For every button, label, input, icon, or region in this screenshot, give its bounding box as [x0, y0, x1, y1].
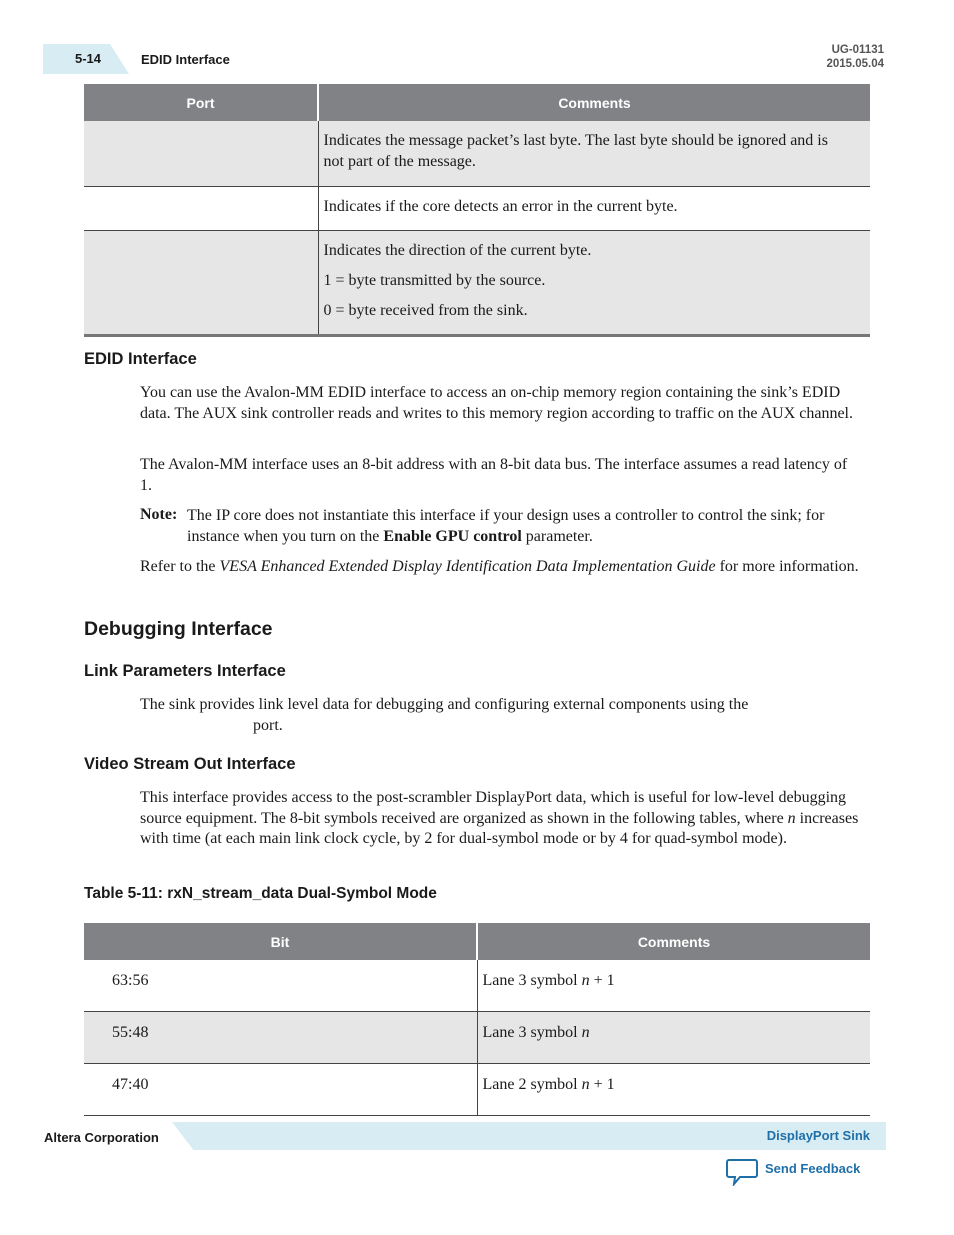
link-paragraph-line: The sink provides link level data for debugging and configuring external components using the — [140, 696, 749, 713]
document-id: UG-01131 — [831, 44, 884, 56]
table-row — [84, 1012, 870, 1064]
port-cell — [84, 231, 318, 336]
table-row — [84, 187, 870, 231]
port-table — [84, 84, 870, 337]
table-row — [84, 231, 870, 336]
lane-text: Lane 3 symbol — [482, 1024, 582, 1041]
comment-line: Indicates the message packet’s last byte. The last byte should be ignored and is not part of the message. — [323, 132, 828, 170]
link-parameters-paragraph — [140, 695, 860, 736]
note-label: Note: — [140, 506, 178, 523]
lane-text: Lane 2 symbol — [482, 1076, 582, 1093]
lane-text: Lane 3 symbol — [482, 972, 582, 989]
comment-line: 1 = byte transmitted by the source. — [323, 272, 546, 289]
running-header-title: EDID Interface — [141, 52, 230, 67]
column-header-comments: Comments — [477, 923, 870, 960]
link-parameters-heading: Link Parameters Interface — [84, 662, 286, 680]
symbol-n: n — [581, 1076, 590, 1093]
video-stream-heading: Video Stream Out Interface — [84, 755, 296, 773]
comment-cell — [318, 231, 870, 336]
send-feedback-link[interactable]: Send Feedback — [765, 1161, 861, 1176]
column-header-port: Port — [84, 84, 318, 121]
symbol-n: n — [581, 972, 590, 989]
table-row — [84, 1064, 870, 1116]
footer-company: Altera Corporation — [44, 1130, 159, 1145]
reference-text-start: Refer to the — [140, 558, 220, 575]
symbol-offset: + 1 — [589, 1076, 615, 1093]
column-header-comments: Comments — [318, 84, 870, 121]
debugging-heading: Debugging Interface — [84, 618, 273, 640]
note-text-end: parameter. — [521, 527, 593, 545]
table-row — [84, 960, 870, 1012]
bit-cell: 55:48 — [84, 1012, 477, 1064]
edid-paragraph-1: You can use the Avalon-MM EDID interface to access an on-chip memory region containing the sink’s EDID data. The AUX sink controller reads and writes to this memory region according to traffic on the AUX channel. — [140, 384, 853, 422]
page-number: 5-14 — [75, 51, 102, 66]
table-header-row — [84, 923, 870, 960]
footer-doc-title-link[interactable]: DisplayPort Sink — [766, 1128, 870, 1143]
video-stream-paragraph — [140, 788, 860, 850]
port-cell — [84, 121, 318, 187]
comment-cell — [318, 187, 870, 231]
note-parameter-name: Enable GPU control — [383, 527, 522, 545]
table-row — [84, 121, 870, 187]
column-header-bit: Bit — [84, 923, 477, 960]
document-meta — [826, 43, 884, 71]
comment-line: Indicates the direction of the current byte. — [323, 242, 592, 259]
bit-cell: 47:40 — [84, 1064, 477, 1116]
symbol-offset: + 1 — [589, 972, 615, 989]
comment-cell — [477, 960, 870, 1012]
table-header-row — [84, 84, 870, 121]
feedback-icon[interactable] — [726, 1158, 758, 1186]
port-cell — [84, 187, 318, 231]
bit-cell: 63:56 — [84, 960, 477, 1012]
bit-table — [84, 923, 870, 1116]
comment-cell — [477, 1012, 870, 1064]
edid-paragraph-2: The Avalon-MM interface uses an 8-bit address with an 8-bit data bus. The interface assumes a read latency of 1. — [140, 456, 848, 494]
note-text — [187, 506, 857, 547]
reference-document-title: VESA Enhanced Extended Display Identification Data Implementation Guide — [219, 558, 716, 575]
comment-line: 0 = byte received from the sink. — [323, 302, 528, 319]
video-text-end: increases with time (at each main link clock cycle, by 2 for dual-symbol mode or by 4 for quad-symbol mode). — [140, 809, 859, 847]
symbol-n: n — [581, 1024, 590, 1041]
document-date: 2015.05.04 — [826, 58, 884, 70]
comment-line: Indicates if the core detects an error in the current byte. — [323, 198, 678, 215]
edid-heading: EDID Interface — [84, 350, 197, 368]
note-text-start: The IP core does not instantiate this interface if your design uses a controller to control the sink; for instance when you turn on the — [187, 507, 825, 545]
comment-cell — [477, 1064, 870, 1116]
video-italic-n: n — [787, 809, 796, 827]
comment-cell — [318, 121, 870, 187]
link-paragraph-line: port. — [253, 716, 283, 734]
video-text-start: This interface provides access to the post-scrambler DisplayPort data, which is useful for low-level debugging source equipment. The 8-bit symbols received are organized as shown in the following tables, where — [140, 789, 847, 827]
table-caption: Table 5-11: rxN_stream_data Dual-Symbol Mode — [84, 885, 437, 902]
reference-text-end: for more information. — [715, 558, 859, 575]
reference-paragraph — [140, 557, 860, 578]
